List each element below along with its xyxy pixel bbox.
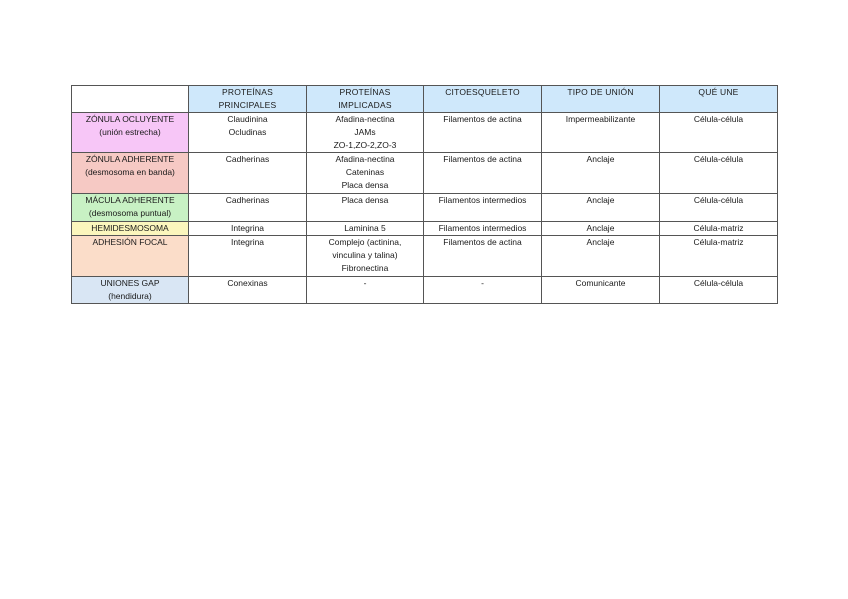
cell-proteinas-implicadas: Afadina-nectina JAMs ZO-1,ZO-2,ZO-3: [307, 113, 424, 153]
cell-proteinas-implicadas: Afadina-nectina Cateninas Placa densa: [307, 153, 424, 194]
row-label-zonula-ocluyente: ZÓNULA OCLUYENTE (unión estrecha): [72, 113, 189, 153]
table-row: [72, 236, 778, 277]
cell-proteinas-principales: Integrina: [189, 236, 307, 277]
row-label-uniones-gap: UNIONES GAP (hendidura): [72, 277, 189, 304]
cell-junctions-table: [71, 85, 778, 304]
cell-proteinas-principales: Cadherinas: [189, 153, 307, 194]
header-citoesqueleto: CITOESQUELETO: [424, 86, 542, 113]
row-label-hemidesmosoma: HEMIDESMOSOMA: [72, 222, 189, 236]
cell-tipo-de-union: Anclaje: [542, 236, 660, 277]
cell-proteinas-principales: Cadherinas: [189, 194, 307, 222]
cell-que-une: Célula-célula: [660, 153, 778, 194]
row-label-adhesion-focal: ADHESIÓN FOCAL: [72, 236, 189, 277]
table-row: [72, 153, 778, 194]
cell-citoesqueleto: Filamentos intermedios: [424, 222, 542, 236]
header-corner-cell: [72, 86, 189, 113]
cell-que-une: Célula-célula: [660, 277, 778, 304]
cell-proteinas-principales: Claudinina Ocludinas: [189, 113, 307, 153]
header-proteinas-principales: PROTEÍNAS PRINCIPALES: [189, 86, 307, 113]
header-que-une: QUÉ UNE: [660, 86, 778, 113]
cell-citoesqueleto: Filamentos de actina: [424, 113, 542, 153]
cell-proteinas-implicadas: Laminina 5: [307, 222, 424, 236]
header-proteinas-implicadas: PROTEÍNAS IMPLICADAS: [307, 86, 424, 113]
header-row: [72, 86, 778, 113]
cell-que-une: Célula-matriz: [660, 222, 778, 236]
table-row: [72, 194, 778, 222]
cell-proteinas-principales: Integrina: [189, 222, 307, 236]
cell-citoesqueleto: Filamentos intermedios: [424, 194, 542, 222]
cell-que-une: Célula-célula: [660, 194, 778, 222]
cell-tipo-de-union: Comunicante: [542, 277, 660, 304]
row-label-zonula-adherente: ZÓNULA ADHERENTE (desmosoma en banda): [72, 153, 189, 194]
cell-tipo-de-union: Anclaje: [542, 153, 660, 194]
cell-que-une: Célula-célula: [660, 113, 778, 153]
cell-proteinas-principales: Conexinas: [189, 277, 307, 304]
table-row: [72, 113, 778, 153]
cell-citoesqueleto: Filamentos de actina: [424, 236, 542, 277]
header-tipo-de-union: TIPO DE UNIÓN: [542, 86, 660, 113]
cell-proteinas-implicadas: Complejo (actinina, vinculina y talina) Fibronectina: [307, 236, 424, 277]
cell-proteinas-implicadas: Placa densa: [307, 194, 424, 222]
cell-proteinas-implicadas: -: [307, 277, 424, 304]
cell-tipo-de-union: Impermeabilizante: [542, 113, 660, 153]
cell-tipo-de-union: Anclaje: [542, 222, 660, 236]
cell-citoesqueleto: -: [424, 277, 542, 304]
cell-tipo-de-union: Anclaje: [542, 194, 660, 222]
table-row: [72, 277, 778, 304]
cell-que-une: Célula-matriz: [660, 236, 778, 277]
table-row: [72, 222, 778, 236]
row-label-macula-adherente: MÁCULA ADHERENTE (desmosoma puntual): [72, 194, 189, 222]
cell-citoesqueleto: Filamentos de actina: [424, 153, 542, 194]
